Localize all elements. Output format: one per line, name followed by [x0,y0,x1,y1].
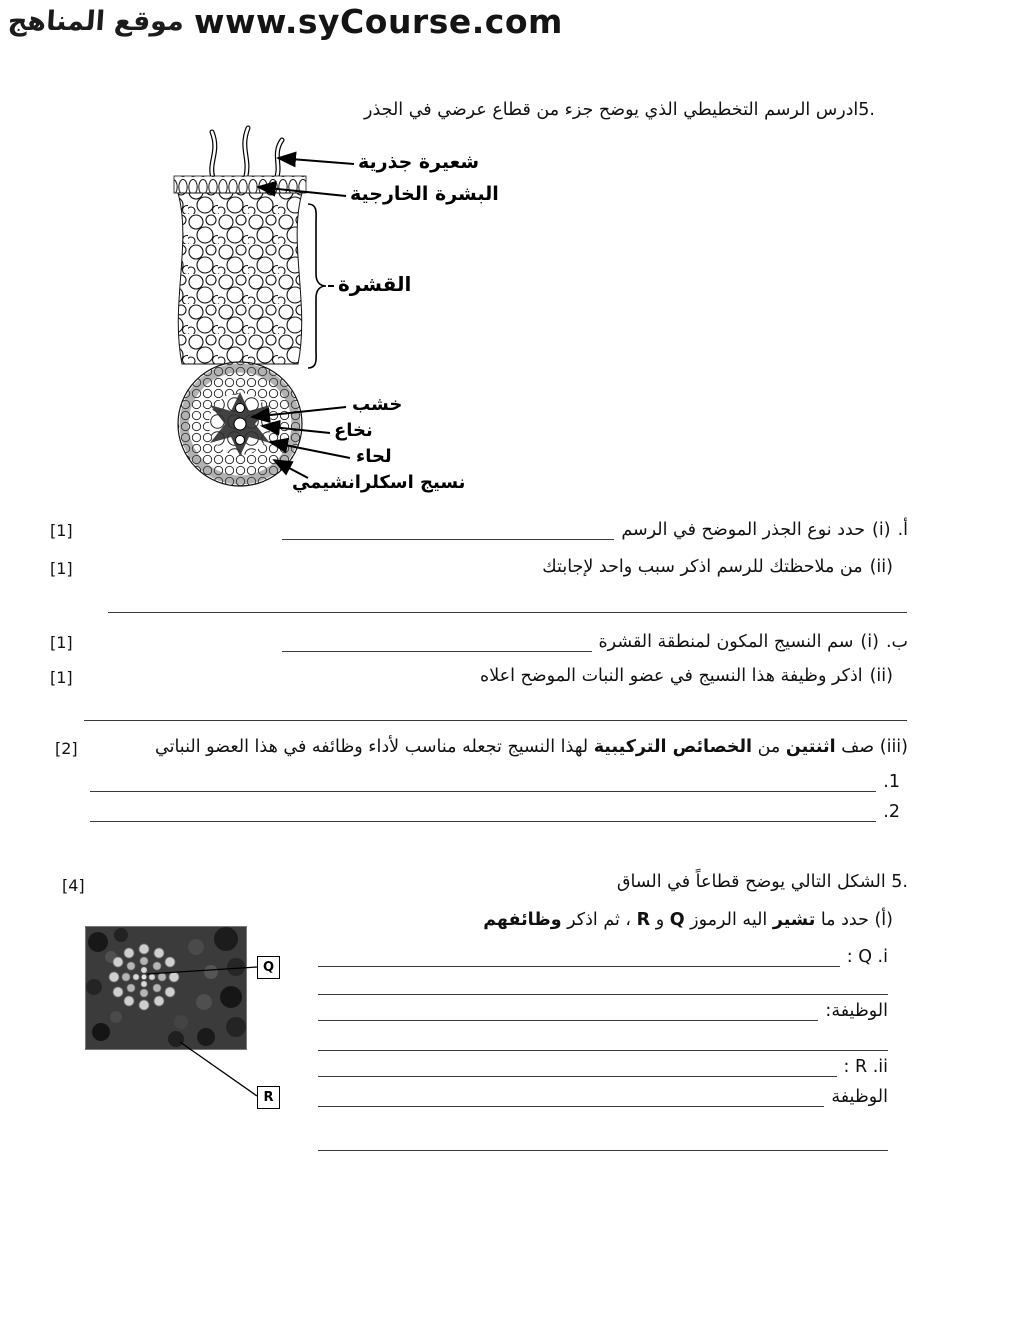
numbered-answer-1 [90,771,900,792]
question-stem-title-text: الشكل التالي يوضح قطاعاً في الساق [616,872,886,892]
answer-row-q [318,946,888,967]
part-b-iii-text: صف [835,737,875,757]
root-diagram [158,124,698,516]
part-b-i-text: سم النسيج المكون لمنطقة القشرة [598,632,854,653]
function-label: الوظيفة [831,1087,888,1108]
label-sclerenchyma: نسيج اسكلرانشيمي [292,472,466,493]
answer-line [318,994,888,995]
question-stem-title [617,872,908,892]
part-b-ii-row [480,666,893,686]
part-a-i-row [282,519,908,540]
answer-blank [282,519,614,540]
label-phloem: لحاء [356,446,392,467]
question-root-title [364,100,875,120]
part-a-ii-num: (ii) [869,557,893,577]
question-stem-a-row [483,910,893,930]
part-b-ii-num: (ii) [869,666,893,686]
question-stem-number: 5. [891,872,908,892]
stem-a-text: ، ثم اذكر [561,910,637,930]
part-a-i-text: حدد نوع الجذر الموضح في الرسم [621,520,866,541]
label-outer-epidermis: البشرة الخارجية [350,183,499,205]
stem-a-text: و [650,910,670,930]
part-b-i-num: (i) [860,632,879,653]
answer-line [84,720,907,721]
question-root-title-text: ادرس الرسم التخطيطي الذي يوضح جزء من قطاع عرضي في الجذر [364,100,859,120]
label-r-box: R [257,1086,280,1109]
part-b-iii-bold: الخصائص التركيبية [593,737,753,757]
function-label: الوظيفة: [825,1001,888,1022]
answer-row-r [318,1056,888,1077]
answer-line [318,1050,888,1051]
part-b-iii-text: لهذا النسيج تجعله مناسب لأداء وظائفه في هذا العضو النباتي [155,737,594,757]
stem-a-bold: Q [669,910,685,930]
answer-blank [90,801,876,822]
label-pith: نخاع [334,420,373,441]
stem-a-bold: R [636,910,651,930]
mark-b-ii: [1] [50,668,73,687]
item-2-number: .2 [883,802,900,823]
answer-row-r-function [318,1086,888,1107]
answer-line [318,1150,888,1151]
part-b-iii-row [155,737,908,757]
site-url: www.syCourse.com [194,2,563,41]
mark-b-i: [1] [50,633,73,652]
stem-a-text: (أ) حدد ما [815,910,893,930]
part-a-ii-row [542,557,893,577]
answer-blank [318,1086,824,1107]
stem-micrograph-image [85,926,247,1050]
answer-label-q: : Q .i [846,947,888,968]
part-b-iii-text: من [752,737,786,757]
answer-blank [90,771,876,792]
stem-a-text: اليه الرموز [684,910,773,930]
answer-blank [282,631,592,652]
part-b-iii-num: (iii) [879,737,908,757]
part-b-ii-text: اذكر وظيفة هذا النسيج في عضو النبات الموضح اعلاه [480,666,863,686]
item-1-number: .1 [883,772,900,793]
answer-blank [318,1000,818,1021]
answer-row-q-function [318,1000,888,1021]
stem-micrograph-figure [85,926,335,1131]
label-xylem: خشب [352,394,403,415]
question-root-number: 5. [858,100,875,120]
stem-a-bold: تشير [772,910,816,930]
answer-line [108,612,907,613]
part-b-letter: ب. [885,632,908,653]
mark-a-i: [1] [50,521,73,540]
part-b-iii-bold: اثنتين [785,737,836,757]
part-b-i-row [282,631,908,652]
mark-b-iii: [2] [55,739,78,758]
label-root-hair: شعيرة جذرية [358,151,480,173]
part-a-ii-text: من ملاحظتك للرسم اذكر سبب واحد لإجابتك [542,557,863,577]
stem-a-bold: وظائفهم [483,910,562,930]
site-logo [8,2,563,41]
label-q-box: Q [257,956,280,979]
mark-stem: [4] [62,876,85,895]
answer-blank [318,946,840,967]
answer-blank [318,1056,837,1077]
part-a-letter: أ. [897,520,908,541]
answer-label-r: : R .ii [843,1057,888,1078]
part-a-i-num: (i) [872,520,891,541]
mark-a-ii: [1] [50,559,73,578]
label-cortex: القشرة [338,272,412,296]
numbered-answer-2 [90,801,900,822]
site-name-arabic: موقع المناهج [6,6,186,37]
